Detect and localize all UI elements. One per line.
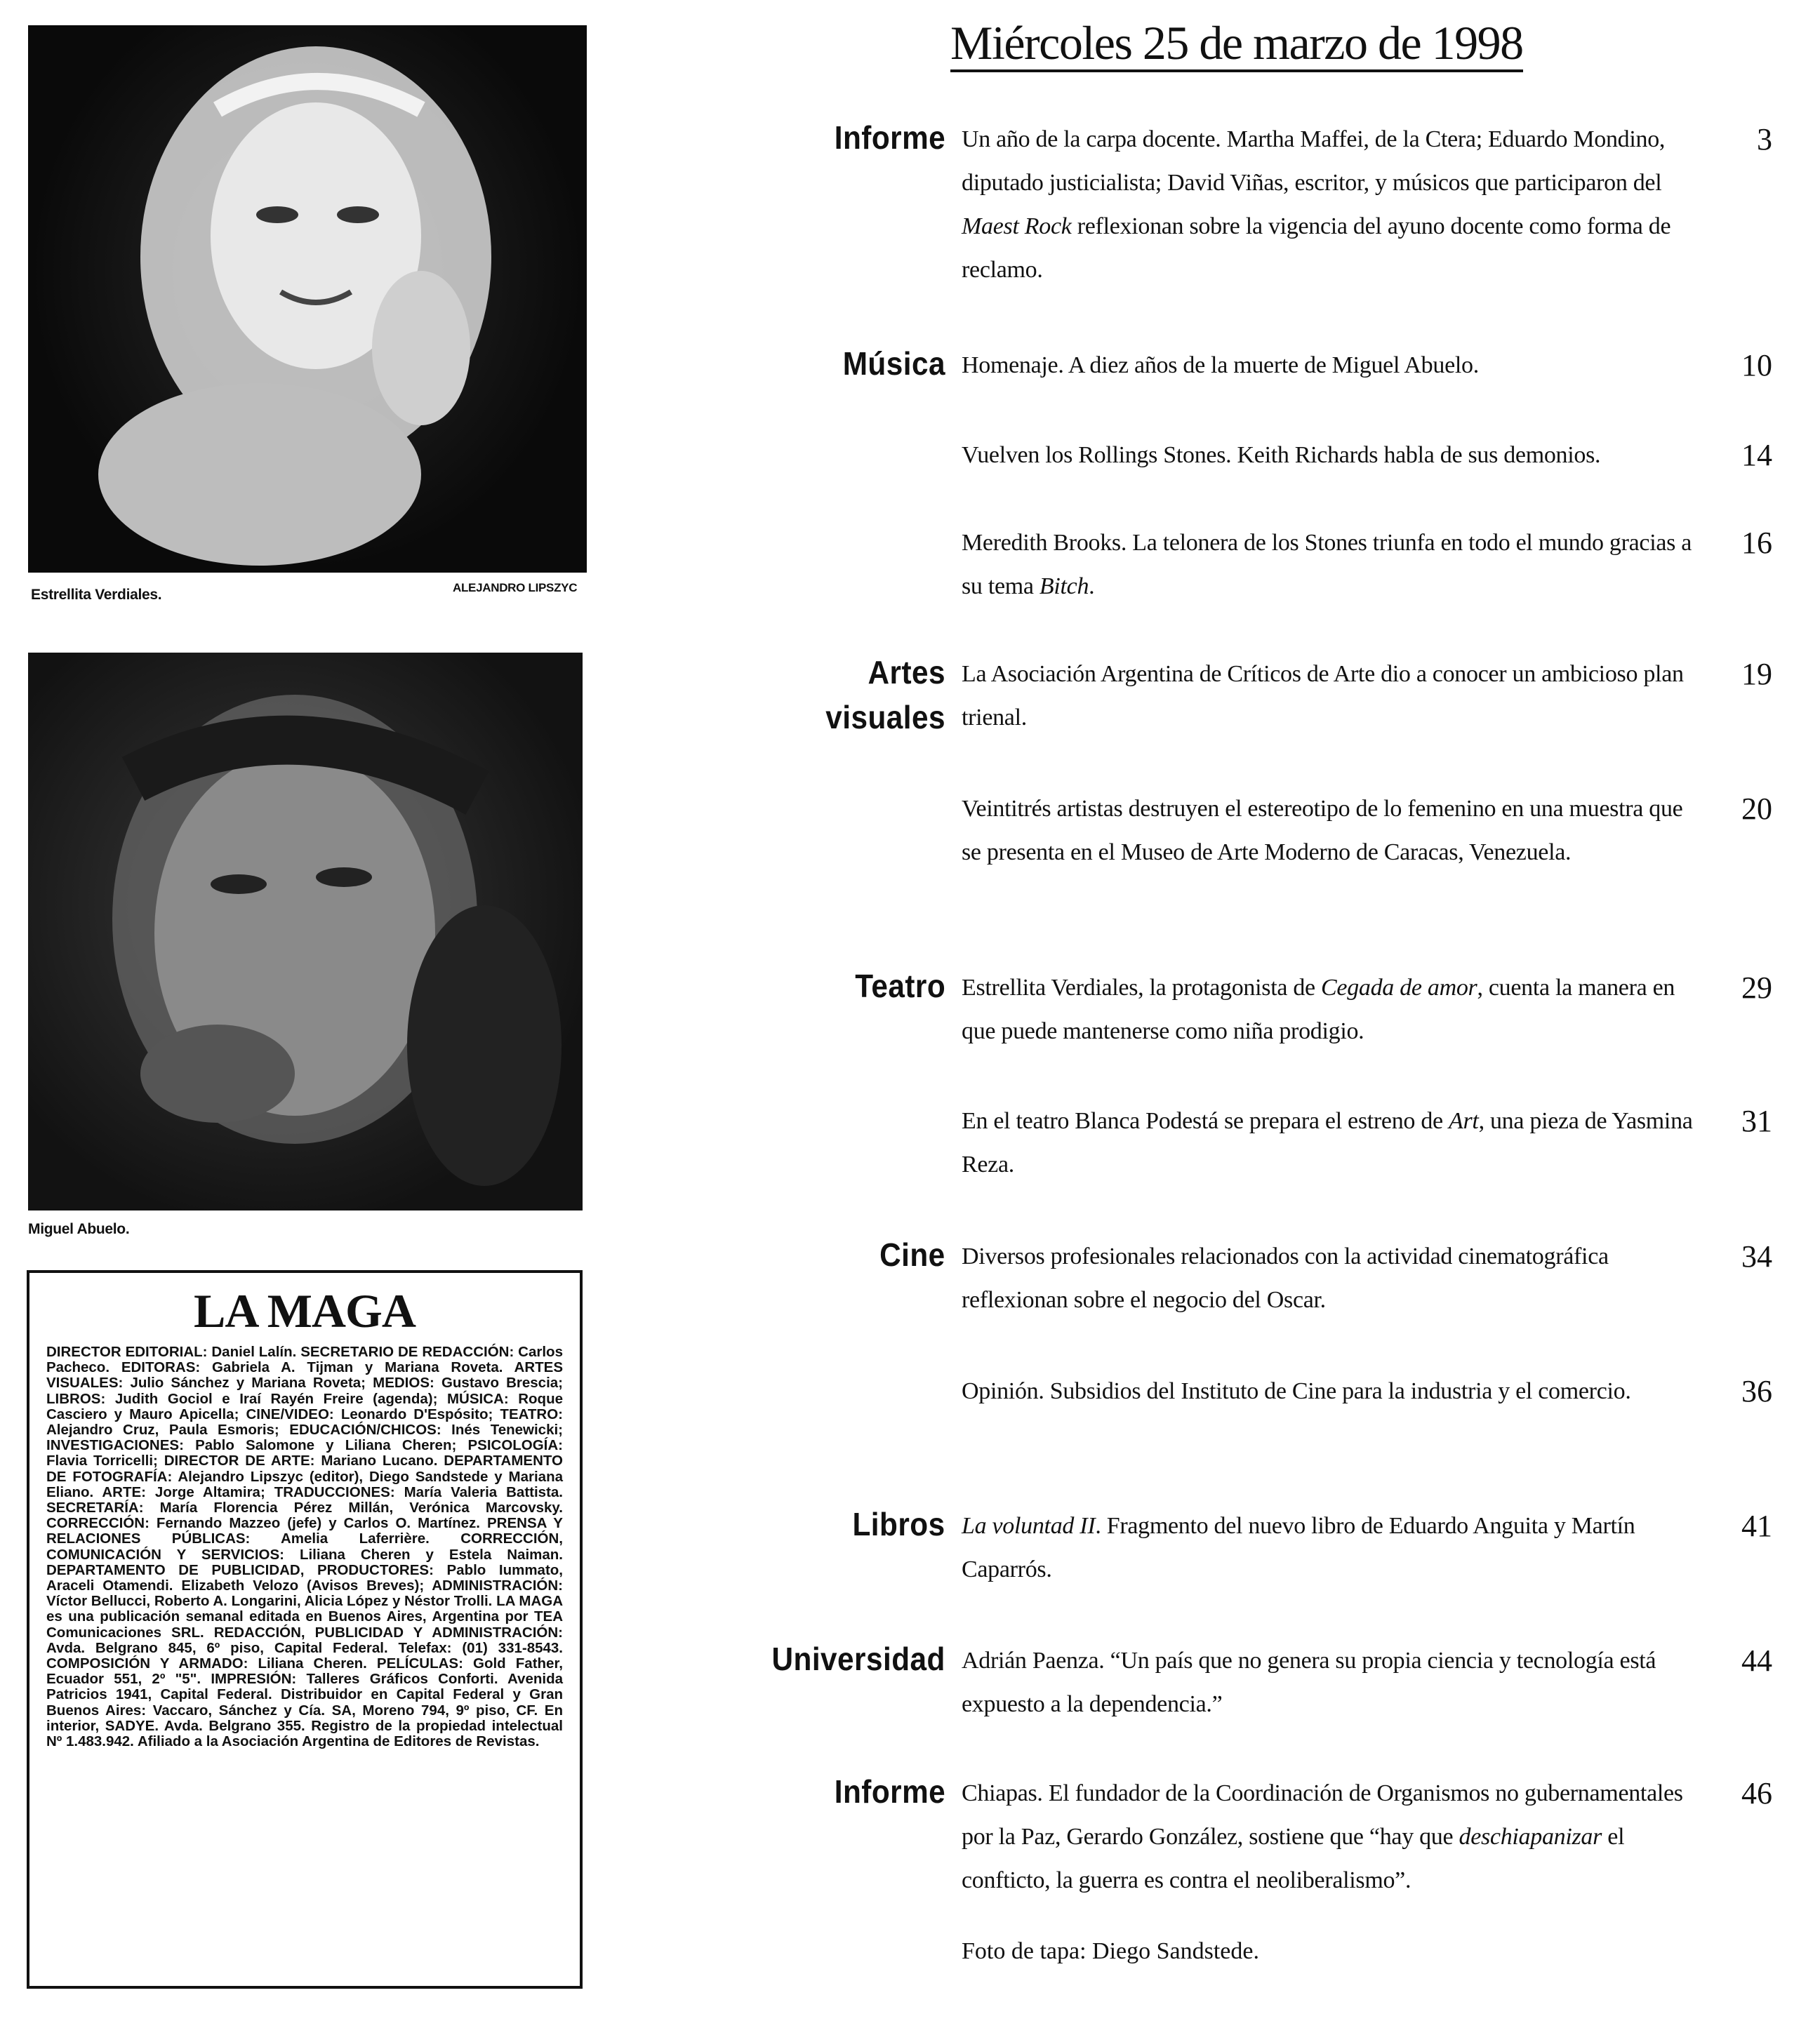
toc-page-number: 10 — [1741, 348, 1772, 382]
toc-section-label: Cine — [879, 1236, 945, 1273]
toc-italic-title: Maest Rock — [962, 213, 1072, 239]
toc-text: . Fragmento del nuevo libro de Eduardo Anguita y Martín Caparrós. — [962, 1513, 1635, 1582]
toc-text: Diversos profesionales relacionados con la actividad cinematográfica reflexionan sobre el negocio del Oscar. — [962, 1243, 1609, 1313]
toc-entry-description — [962, 1100, 1706, 1187]
masthead-staff-text: DIRECTOR EDITORIAL: Daniel Lalín. SECRETARIO DE REDACCIÓN: Carlos Pacheco. EDITORAS: Gabriela A. Tijman y Mariana Roveta. ARTES VISUALES: Julio Sánchez y Mariana Roveta; MEDIOS: Gustavo Brescia; LIBROS: Judith Gociol e Iraí Rayén Freire (agenda); MÚSICA: Roque Casciero y Mauro Apicella; CINE/VIDEO: Leonardo D'Espósito; TEATRO: Alejandro Cruz, Paula Esmoris; EDUCACIÓN/CHICOS: Inés Tenewicki; INVESTIGACIONES: Pablo Salomone y Liliana Cheren; PSICOLOGÍA: Flavia Torricelli; DIRECTOR DE ARTE: Mariano Lucano. DEPARTAMENTO DE FOTOGRAFÍA: Alejandro Lipszyc (editor), Diego Sandstede y Mariana Eliano. ARTE: Jorge Altamira; TRADUCCIONES: María Valeria Battista. SECRETARÍA: María Florencia Pérez Millán, Verónica Marcovsky. CORRECCIÓN: Fernando Mazzeo (jefe) y Carlos O. Martínez. PRENSA Y RELACIONES PÚBLICAS: Amelia Laferrière. CORRECCIÓN, COMUNICACIÓN Y SERVICIOS: Liliana Cheren y Estela Naiman. DEPARTAMENTO DE PUBLICIDAD, PRODUCTORES: Pablo Iummato, Araceli Otamendi. Elizabeth Velozo (Avisos Breves); ADMINISTRACIÓN: Víctor Bellucci, Roberto A. Longarini, Alicia López y Néstor Trolli. LA MAGA es una publicación semanal editada en Buenos Aires, Argentina por TEA Comunicaciones SRL. REDACCIÓN, PUBLICIDAD Y ADMINISTRACIÓN: Avda. Belgrano 845, 6º piso, Capital Federal. Telefax: (01) 331-8543. COMPOSICIÓN Y ARMADO: Liliana Cheren. PELÍCULAS: Gold Father, Ecuador 551, 2º "5". IMPRESIÓN: Talleres Gráficos Conforti. Avenida Patricios 1941, Capital Federal. Distribuidor en Capital Federal y Gran Buenos Aires: Vaccaro, Sánchez y Cía. SA, Moreno 794, 9º piso, CF. En interior, SADYE. Avda. Belgrano 355. Registro de la propiedad intelectual Nº 1.483.942. Afiliado a la Asociación Argentina de Editores de Revistas. — [46, 1344, 563, 1750]
toc-italic-title: deschiapanizar — [1459, 1824, 1602, 1850]
toc-entry-description — [962, 787, 1706, 874]
toc-text: , una pieza de Yasmina Reza. — [962, 1108, 1693, 1178]
toc-entry-description — [962, 653, 1706, 740]
toc-text: Chiapas. El fundador de la Coordinación de Organismos no gubernamentales por la Paz, Gerardo González, sostiene que “hay que — [962, 1780, 1683, 1850]
photo-caption: Estrellita Verdiales. — [31, 587, 162, 603]
toc-page-number: 41 — [1741, 1509, 1772, 1543]
toc-section-label: Informe — [834, 119, 945, 156]
toc-section-label: Universidad — [771, 1641, 945, 1677]
toc-page-number: 46 — [1741, 1776, 1772, 1810]
masthead-box — [27, 1270, 583, 1989]
toc-entry-description — [962, 1235, 1706, 1322]
toc-italic-title: Art — [1449, 1108, 1479, 1134]
toc-entry-description — [962, 1505, 1706, 1592]
photo-credit: ALEJANDRO LIPSZYC — [453, 581, 578, 594]
toc-section-label: Música — [842, 345, 945, 382]
portrait-illustration — [28, 653, 583, 1210]
toc-entry-description — [962, 434, 1706, 477]
toc-entry-description — [962, 1370, 1706, 1413]
toc-text: Opinión. Subsidios del Instituto de Cine para la industria y el comercio. — [962, 1378, 1631, 1404]
photo-estrellita-verdiales — [28, 25, 587, 573]
toc-page-number: 3 — [1757, 122, 1772, 156]
toc-text: Estrellita Verdiales, la protagonista de — [962, 975, 1322, 1001]
toc-page-number: 20 — [1741, 792, 1772, 826]
toc-text: reflexionan sobre la vigencia del ayuno docente como forma de reclamo. — [962, 213, 1671, 283]
toc-text: Veintitrés artistas destruyen el estereotipo de lo femenino en una muestra que se presenta en el Museo de Arte Moderno de Caracas, Venezuela. — [962, 796, 1683, 865]
toc-entry-description — [962, 1639, 1706, 1726]
toc-text: Homenaje. A diez años de la muerte de Miguel Abuelo. — [962, 352, 1479, 378]
toc-text: En el teatro Blanca Podestá se prepara el estreno de — [962, 1108, 1449, 1134]
toc-section-label: Informe — [834, 1773, 945, 1810]
toc-entry-description — [962, 966, 1706, 1053]
toc-text: el confticto, la guerra es contra el neoliberalismo”. — [962, 1824, 1625, 1893]
toc-italic-title: Bitch — [1039, 573, 1089, 599]
toc-text: , cuenta la manera en que puede mantenerse como niña prodigio. — [962, 975, 1675, 1044]
toc-page-number: 31 — [1741, 1104, 1772, 1138]
photo-caption: Miguel Abuelo. — [28, 1221, 130, 1237]
toc-text: Vuelven los Rollings Stones. Keith Richards habla de sus demonios. — [962, 442, 1601, 468]
toc-italic-title: La voluntad II — [962, 1513, 1096, 1539]
toc-italic-title: Cegada de amor — [1321, 975, 1477, 1001]
toc-page-number: 44 — [1741, 1643, 1772, 1678]
cover-photo-credit: Foto de tapa: Diego Sandstede. — [962, 1938, 1259, 1964]
toc-page-number: 19 — [1741, 657, 1772, 691]
toc-section-label: Teatro — [855, 968, 945, 1004]
toc-entry-description — [962, 521, 1706, 608]
toc-text: Adrián Paenza. “Un país que no genera su propia ciencia y tecnología está expuesto a la dependencia.” — [962, 1648, 1656, 1717]
toc-section-label: Libros — [852, 1506, 945, 1542]
toc-page-number: 29 — [1741, 971, 1772, 1005]
toc-page-number: 34 — [1741, 1239, 1772, 1274]
toc-text: Meredith Brooks. La telonera de los Stones triunfa en todo el mundo gracias a su tema — [962, 530, 1692, 599]
toc-section-label: Artes visuales — [825, 654, 945, 735]
toc-page-number: 36 — [1741, 1374, 1772, 1408]
toc-text: . — [1089, 573, 1095, 599]
toc-text: Un año de la carpa docente. Martha Maffei, de la Ctera; Eduardo Mondino, diputado justicialista; David Viñas, escritor, y músicos que participaron del — [962, 126, 1666, 196]
toc-entry-description — [962, 118, 1706, 292]
masthead-title: LA MAGA — [194, 1284, 416, 1338]
portrait-illustration — [28, 25, 587, 573]
toc-page-number: 16 — [1741, 526, 1772, 560]
photo-miguel-abuelo — [28, 653, 583, 1210]
toc-entry-description — [962, 1772, 1706, 1902]
toc-page-number: 14 — [1741, 438, 1772, 472]
toc-entry-description — [962, 344, 1706, 387]
toc-text: La Asociación Argentina de Críticos de Arte dio a conocer un ambicioso plan trienal. — [962, 661, 1684, 731]
issue-date-heading: Miércoles 25 de marzo de 1998 — [950, 18, 1523, 72]
